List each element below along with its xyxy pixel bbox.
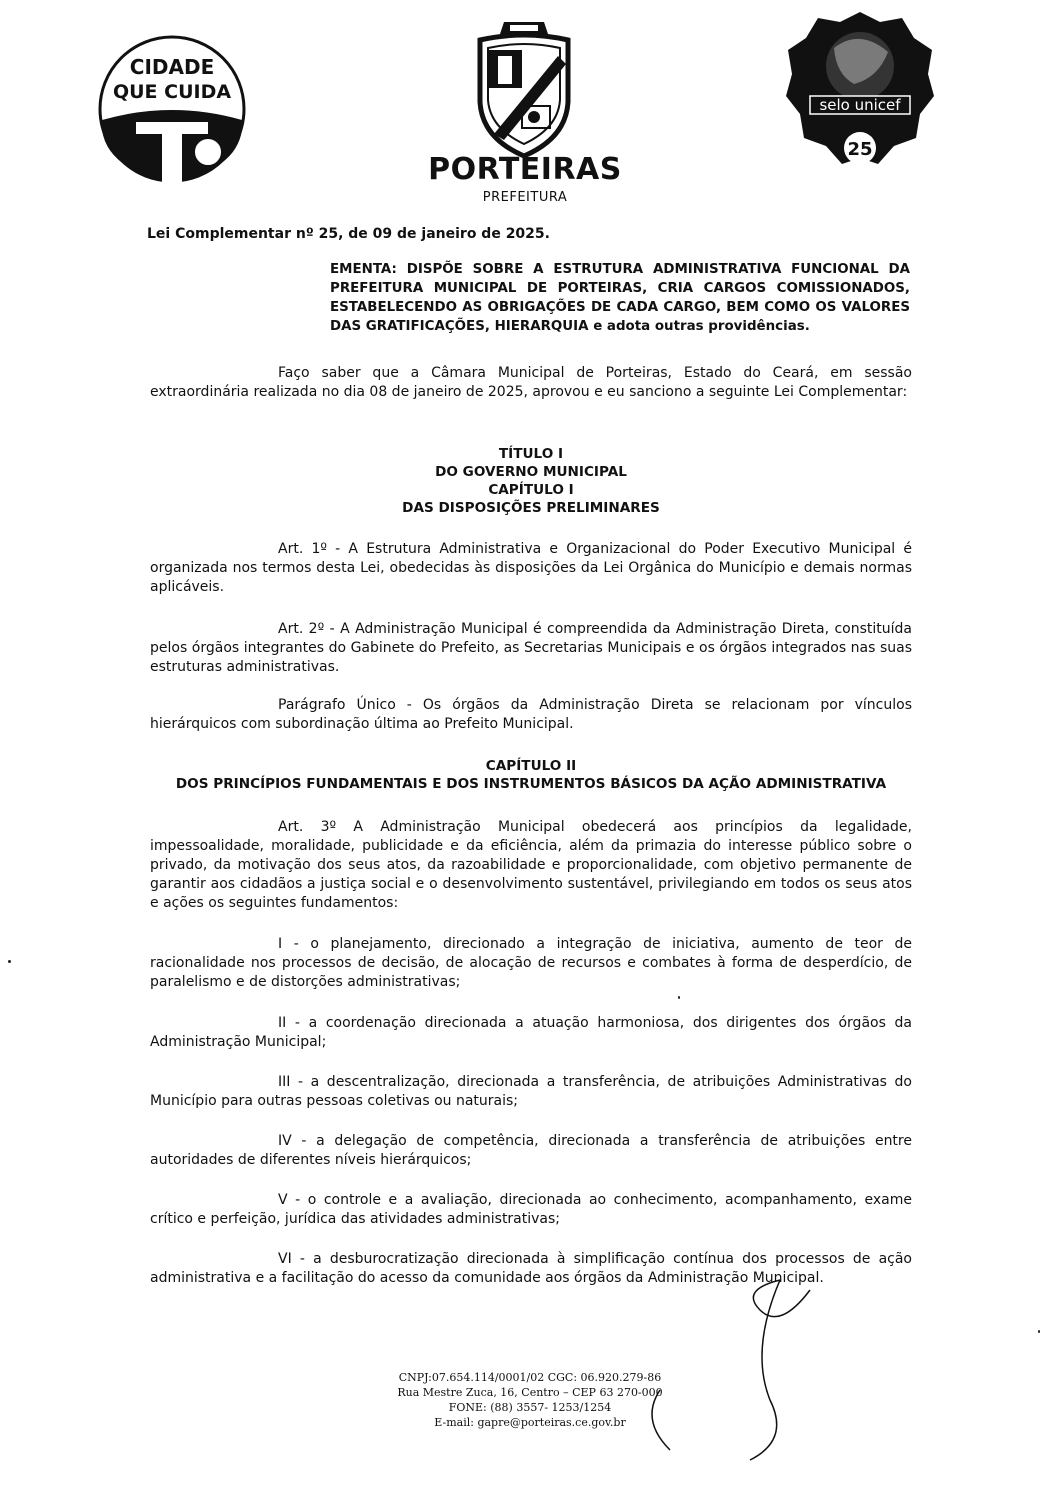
selo-unicef-badge	[784, 8, 936, 174]
heading-line: DO GOVERNO MUNICIPAL	[435, 464, 627, 480]
badge-number: 25	[847, 139, 873, 160]
article-1: Art. 1º - A Estrutura Administrativa e Organizacional do Poder Executivo Municipal é organizada nos termos desta Lei, obedecidas às disposições da Lei Orgânica do Município e demais normas aplicáveis.	[150, 541, 912, 595]
badge-text: selo unicef	[819, 96, 901, 114]
heading-chapter-2	[150, 757, 912, 793]
item-iv: IV - a delegação de competência, direcionada a transferência de atribuições entre autoridades de diferentes níveis hierárquicos;	[150, 1133, 912, 1168]
heading-title-chapter-1	[150, 445, 912, 517]
scan-dot	[1038, 1330, 1040, 1333]
item-ii: II - a coordenação direcionada a atuação harmoniosa, dos dirigentes dos órgãos da Administração Municipal;	[150, 1015, 912, 1050]
article-2: Art. 2º - A Administração Municipal é compreendida da Administração Direta, constituída pelos órgãos integrantes do Gabinete do Prefeito, as Secretarias Municipais e os órgãos integrados nas suas estruturas administrativas.	[150, 621, 912, 675]
item-vi: VI - a desburocratização direcionada à simplificação contínua dos processos de ação administrativa e a facilitação do acesso da comunidade aos órgãos da Administração Municipal.	[150, 1251, 912, 1286]
cidade-que-cuida-logo	[96, 30, 248, 188]
brand-name: PORTEIRAS	[428, 152, 622, 187]
footer-phone: FONE: (88) 3557- 1253/1254	[448, 1401, 612, 1414]
scan-dot	[678, 996, 680, 999]
article-3: Art. 3º A Administração Municipal obedecerá aos princípios da legalidade, impessoalidade, moralidade, publicidade e da eficiência, além da primazia do interesse público sobre o privado, da motivação dos seus atos, da razoabilidade e proporcionalidade, com objetivo permanente de garantir aos cidadãos a justiça social e o desenvolvimento sustentável, privilegiando em todos os seus atos e ações os seguintes fundamentos:	[150, 819, 912, 911]
footer-cnpj: CNPJ:07.654.114/0001/02 CGC: 06.920.279-86	[398, 1371, 662, 1384]
logo-text-line1: CIDADE	[129, 55, 215, 79]
sole-paragraph: Parágrafo Único - Os órgãos da Administração Direta se relacionam por vínculos hierárquicos com subordinação última ao Prefeito Municipal.	[150, 697, 912, 732]
porteiras-coat-of-arms	[470, 16, 578, 162]
law-title: Lei Complementar nº 25, de 09 de janeiro de 2025.	[147, 226, 550, 242]
footer-email: E-mail: gapre@porteiras.ce.gov.br	[434, 1416, 626, 1429]
brand-subtitle: PREFEITURA	[482, 190, 568, 205]
footer-contact	[380, 1370, 680, 1430]
item-iii: III - a descentralização, direcionada a transferência, de atribuições Administrativas do Município para outras pessoas coletivas ou naturais;	[150, 1074, 912, 1109]
footer-address: Rua Mestre Zuca, 16, Centro – CEP 63 270-000	[397, 1386, 663, 1399]
heading-line: DAS DISPOSIÇÕES PRELIMINARES	[402, 500, 660, 516]
ementa-main: EMENTA: DISPÕE SOBRE A ESTRUTURA ADMINISTRATIVA FUNCIONAL DA PREFEITURA MUNICIPAL DE PORTEIRAS, CRIA CARGOS COMISSIONADOS, ESTABELECENDO AS OBRIGAÇÕES DE CADA CARGO, BEM COMO OS VALORES DAS GRATIFICAÇÕES, HIERARQUIA	[330, 262, 910, 334]
ementa	[330, 260, 910, 336]
scan-dot	[8, 960, 11, 963]
ementa-tail: e adota outras providências.	[588, 319, 810, 334]
heading-line: CAPÍTULO I	[488, 482, 574, 498]
preamble-paragraph: Faço saber que a Câmara Municipal de Porteiras, Estado do Ceará, em sessão extraordinária realizada no dia 08 de janeiro de 2025, aprovou e eu sanciono a seguinte Lei Complementar:	[150, 365, 912, 400]
heading-line: DOS PRINCÍPIOS FUNDAMENTAIS E DOS INSTRUMENTOS BÁSICOS DA AÇÃO ADMINISTRATIVA	[175, 776, 887, 792]
item-v: V - o controle e a avaliação, direcionada ao conhecimento, acompanhamento, exame crítico e perfeição, jurídica das atividades administrativas;	[150, 1192, 912, 1227]
heading-line: TÍTULO I	[498, 446, 564, 462]
heading-line: CAPÍTULO II	[485, 758, 577, 774]
item-i: I - o planejamento, direcionado a integração de iniciativa, aumento de teor de racionalidade nos processos de decisão, de alocação de recursos e combates à forma de desperdício, de paralelismo e de distorções administrativas;	[150, 936, 912, 990]
logo-text-line2: QUE CUIDA	[112, 81, 232, 103]
